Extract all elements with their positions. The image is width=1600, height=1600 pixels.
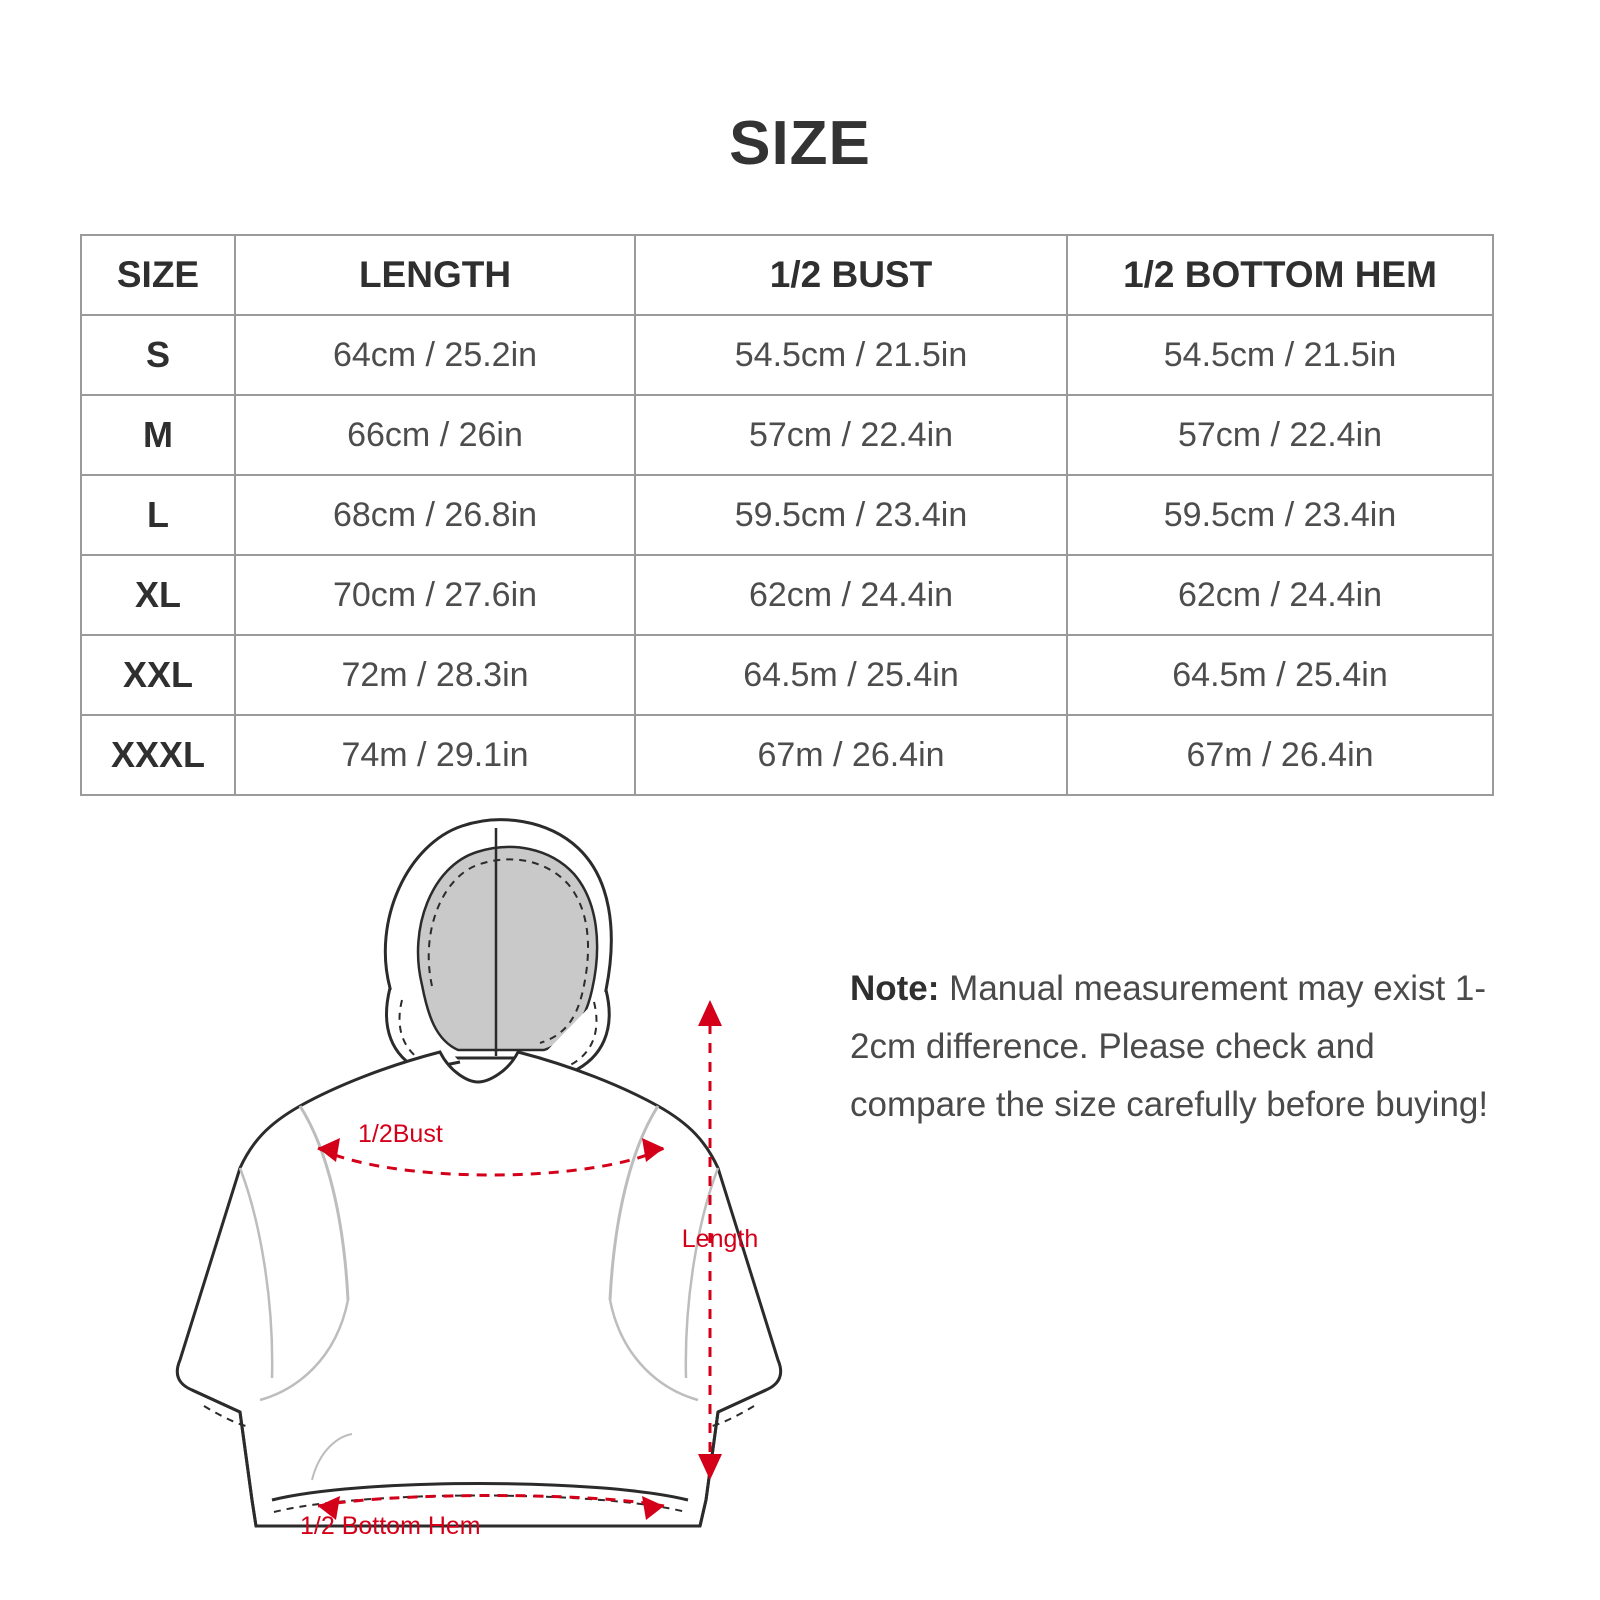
cell-length: 70cm / 27.6in	[235, 555, 635, 635]
cell-hem: 59.5cm / 23.4in	[1067, 475, 1493, 555]
cell-length: 74m / 29.1in	[235, 715, 635, 795]
length-measure-label: Length	[681, 1225, 759, 1253]
cell-bust: 64.5m / 25.4in	[635, 635, 1067, 715]
table-row	[81, 715, 1493, 795]
cell-hem: 64.5m / 25.4in	[1067, 635, 1493, 715]
size-chart-table	[80, 234, 1494, 796]
table-header-row	[81, 235, 1493, 315]
table-row	[81, 315, 1493, 395]
column-header-bust: 1/2 BUST	[635, 235, 1067, 315]
cell-bust: 54.5cm / 21.5in	[635, 315, 1067, 395]
cell-hem: 54.5cm / 21.5in	[1067, 315, 1493, 395]
cell-size: L	[81, 475, 235, 555]
cell-hem: 62cm / 24.4in	[1067, 555, 1493, 635]
cell-bust: 57cm / 22.4in	[635, 395, 1067, 475]
column-header-size: SIZE	[81, 235, 235, 315]
note-text: Manual measurement may exist 1-2cm difference. Please check and compare the size carefully before buying!	[850, 969, 1489, 1124]
bust-measure-label: 1/2Bust	[358, 1120, 443, 1148]
cell-length: 72m / 28.3in	[235, 635, 635, 715]
hem-measure-label: 1/2 Bottom Hem	[300, 1512, 481, 1540]
cell-size: XXL	[81, 635, 235, 715]
table-row	[81, 395, 1493, 475]
table-row	[81, 635, 1493, 715]
column-header-hem: 1/2 BOTTOM HEM	[1067, 235, 1493, 315]
cell-length: 64cm / 25.2in	[235, 315, 635, 395]
cell-bust: 59.5cm / 23.4in	[635, 475, 1067, 555]
note-block	[850, 960, 1490, 1134]
page-title: SIZE	[729, 109, 871, 178]
cell-length: 66cm / 26in	[235, 395, 635, 475]
cell-hem: 67m / 26.4in	[1067, 715, 1493, 795]
table-row	[81, 475, 1493, 555]
cell-length: 68cm / 26.8in	[235, 475, 635, 555]
cell-bust: 67m / 26.4in	[635, 715, 1067, 795]
column-header-length: LENGTH	[235, 235, 635, 315]
cell-bust: 62cm / 24.4in	[635, 555, 1067, 635]
cell-size: M	[81, 395, 235, 475]
table-row	[81, 555, 1493, 635]
cell-hem: 57cm / 22.4in	[1067, 395, 1493, 475]
cell-size: XXXL	[81, 715, 235, 795]
cell-size: S	[81, 315, 235, 395]
cell-size: XL	[81, 555, 235, 635]
note-label: Note:	[850, 969, 940, 1008]
